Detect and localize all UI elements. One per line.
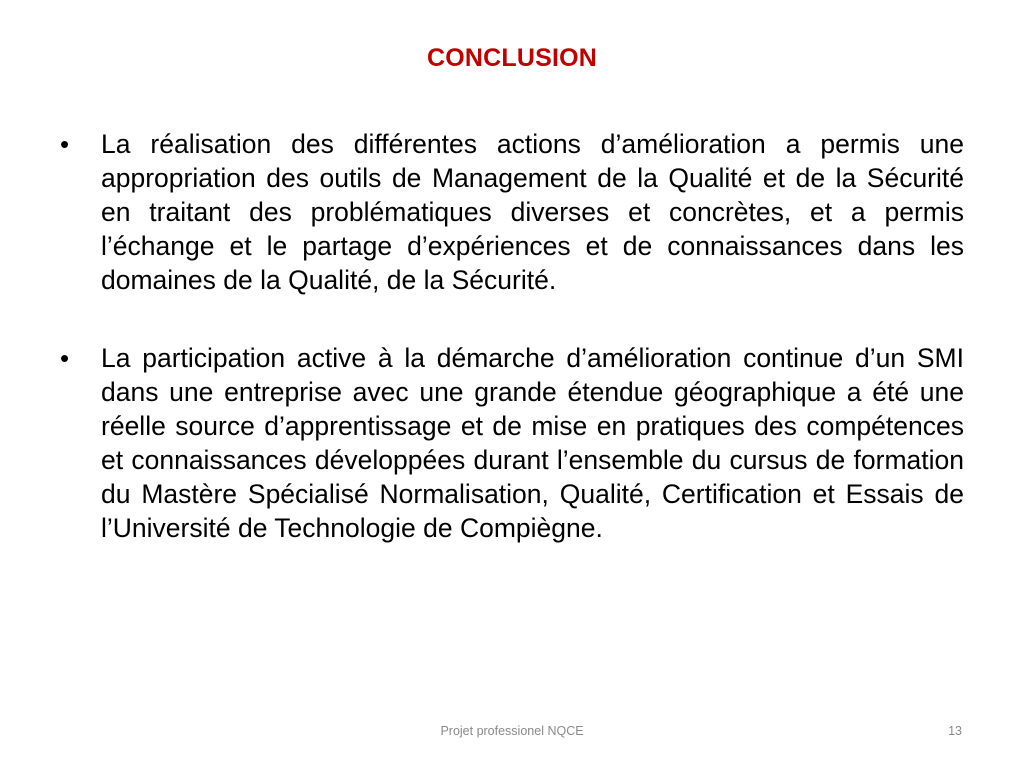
bullet-item (60, 341, 964, 545)
bullet-text: La réalisation des différentes actions d’amélioration a permis une appropriation des outils de Management de la Qualité et de la Sécurité en traitant des problématiques diverses et concrètes, et a permis l’échange et le partage d’expériences et de connaissances dans les domaines de la Qualité, de la Sécurité. (101, 129, 964, 295)
bullet-text: La participation active à la démarche d’amélioration continue d’un SMI dans une entreprise avec une grande étendue géographique a été une réelle source d’apprentissage et de mise en pratiques des compétences et connaissances développées durant l’ensemble du cursus de formation du Mastère Spécialisé Normalisation, Qualité, Certification et Essais de l’Université de Technologie de Compiègne. (101, 343, 964, 543)
slide-title: CONCLUSION (426, 44, 598, 72)
slide-content (60, 127, 964, 545)
bullet-item (60, 127, 964, 297)
bullet-icon: • (60, 129, 70, 159)
footer-text: Projet professionel NQCE (440, 724, 584, 738)
page-number: 13 (948, 724, 962, 738)
bullet-icon: • (60, 343, 70, 373)
